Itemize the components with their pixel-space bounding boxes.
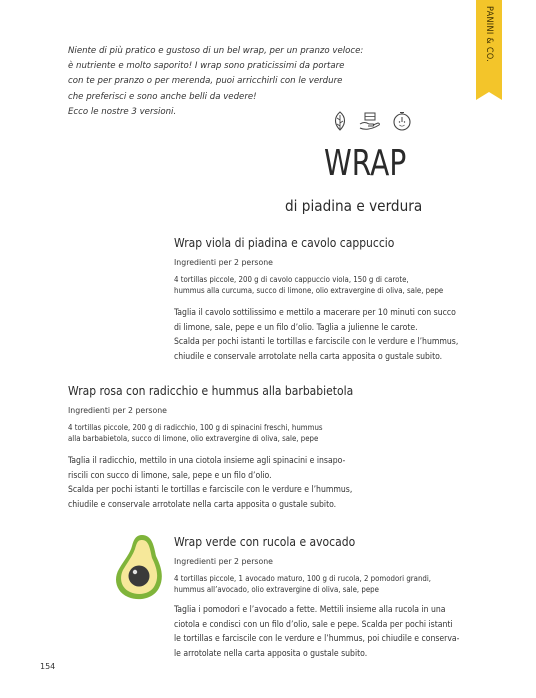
method-line: riscili con succo di limone, sale, pepe e un filo d’olio.	[68, 470, 272, 481]
intro-line: Niente di più pratico e gustoso di un bel wrap, per un pranzo veloce:	[68, 46, 364, 56]
recipe-ingredients	[68, 422, 408, 444]
method-line: Taglia il radicchio, mettilo in una ciotola insieme agli spinacini e insapo-	[68, 456, 346, 466]
recipe-servings: Ingredienti per 2 persone	[174, 557, 273, 566]
recipe-title: Wrap rosa con radicchio e hummus alla barbabietola	[68, 384, 354, 398]
method-line: Taglia il cavolo sottilissimo e mettilo a macerare per 10 minuti con succo	[174, 308, 456, 318]
intro-line: è nutriente e molto saporito! I wrap sono praticissimi da portare	[68, 61, 345, 72]
ingredients-line: 4 tortillas piccole, 200 g di cavolo cappuccio viola, 150 g di carote,	[174, 275, 409, 284]
method-line: chiudile e conservale arrotolate nella carta apposita o gustale subito.	[174, 351, 443, 362]
recipe-method	[174, 603, 514, 661]
recipe-ingredients	[174, 274, 504, 296]
page-number: 154	[40, 662, 56, 671]
method-line: Scalda per pochi istanti le tortillas e farciscile con le verdure e l’hummus,	[174, 337, 459, 348]
timer-icon	[391, 110, 413, 132]
ingredients-line: hummus all’avocado, olio extravergine di oliva, sale, pepe	[174, 585, 379, 594]
intro-line: Ecco le nostre 3 versioni.	[68, 106, 177, 117]
ingredients-line: alla barbabietola, succo di limone, olio extravergine di oliva, sale, pepe	[68, 434, 319, 443]
hands-box-icon	[359, 110, 381, 132]
intro-paragraph	[68, 44, 368, 120]
recipe-icons	[329, 110, 415, 134]
method-line: le tortillas e farciscile con le verdure e l’hummus, poi chiudile e conserva-	[174, 634, 460, 645]
recipe-method	[68, 454, 418, 512]
section-tab	[476, 0, 502, 92]
recipe-ingredients	[174, 573, 504, 595]
method-line: Scalda per pochi istanti le tortillas e farciscile con le verdure e l’hummus,	[68, 485, 353, 496]
recipe-title: Wrap viola di piadina e cavolo cappuccio	[174, 236, 395, 250]
page-title: WRAP	[324, 143, 407, 184]
recipe-servings: Ingredienti per 2 persone	[68, 406, 167, 415]
section-tab-label: PANINI & CO.	[484, 6, 494, 63]
recipe-title: Wrap verde con rucola e avocado	[174, 535, 356, 549]
ingredients-line: 4 tortillas piccole, 1 avocado maturo, 100 g di rucola, 2 pomodori grandi,	[174, 574, 432, 583]
method-line: chiudile e conservale arrotolate nella carta apposita o gustale subito.	[68, 499, 337, 510]
ingredients-line: 4 tortillas piccole, 200 g di radicchio, 100 g di spinacini freschi, hummus	[68, 423, 323, 432]
intro-line: con te per pranzo o per merenda, puoi arricchirli con le verdure	[68, 76, 343, 87]
ingredients-line: hummus alla curcuma, succo di limone, olio extravergine di oliva, sale, pepe	[174, 286, 444, 295]
recipe-servings: Ingredienti per 2 persone	[174, 258, 273, 267]
method-line: ciotola e condisci con un filo d’olio, sale e pepe. Scalda per pochi istanti	[174, 619, 453, 630]
leaf-icon	[329, 110, 351, 132]
method-line: le arrotolate nella carta apposita o gustale subito.	[174, 648, 368, 659]
page-subtitle: di piadina e verdura	[285, 197, 423, 215]
recipe-method	[174, 306, 514, 364]
method-line: di limone, sale, pepe e un filo d’olio. Taglia a julienne le carote.	[174, 322, 418, 333]
avocado-illustration	[112, 532, 166, 602]
method-line: Taglia i pomodori e l’avocado a fette. Mettili insieme alla rucola in una	[174, 605, 446, 615]
intro-line: che preferisci e sono anche belli da vedere!	[68, 91, 257, 102]
